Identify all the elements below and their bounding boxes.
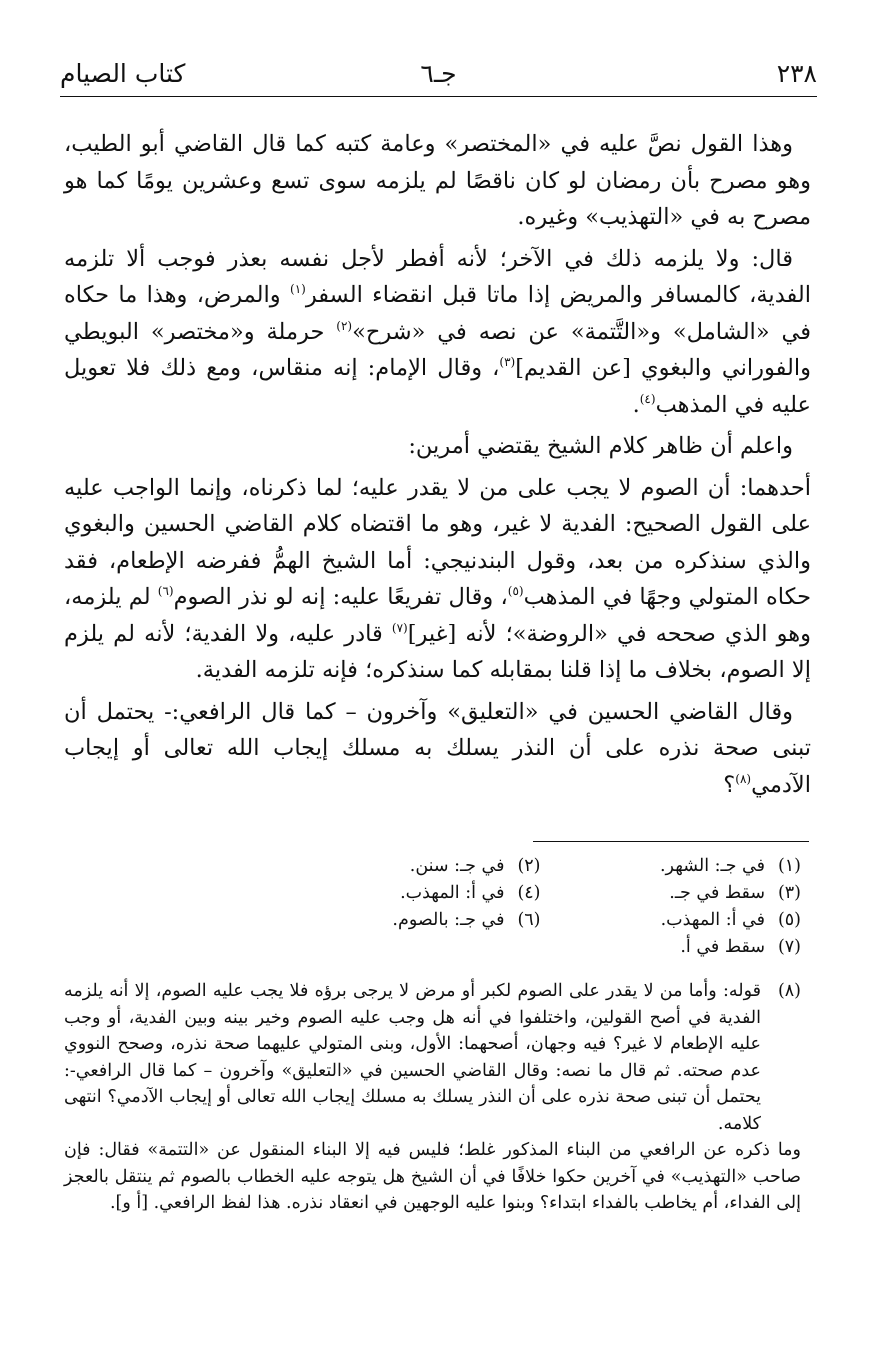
chapter-title: كتاب الصيام: [60, 59, 186, 88]
text-run: ، وقال تفريعًا عليه: إنه لو نذر الصوم: [173, 584, 508, 610]
footnote-8: [64, 978, 801, 1217]
paragraph-1: وهذا القول نصَّ عليه في «المختصر» وعامة كتبه كما قال القاضي أبو الطيب، وهو مصرح بأن رمضان لو كان ناقصًا لم يلزمه سوى تسع وعشرين يومًا كما هو مصرح به في «التهذيب» وغيره.: [64, 131, 811, 230]
footnote-text: قوله: وأما من لا يقدر على الصوم لكبر أو مرض لا يرجى برؤه فلا يجب عليه الصوم، إلا أنه يلزمه الفدية في أصح القولين، واختلفوا في أنه هل وجب عليه الصوم وخير بينه وبين الفدية، أو وجب عليه الإطعام لا غير؟ فيه وجهان، أصحهما: الأول، وبنى المتولي عليهما صحة نذره، وصحح النووي عدم صحته. ثم قال ما نصه: وقال القاضي الحسين في «التعليق» وآخرون – كما قال الرافعي-: يحتمل أن تبنى صحة نذره على أن النذر يسلك به مسلك إيجاب الله تعالى أو إيجاب الآدمي؟ انتهى كلامه.: [64, 981, 761, 1134]
footnote-ref-1: (١): [290, 282, 306, 296]
text-run: ؟: [723, 771, 736, 798]
text-run: ، وقال الإمام: إنه منقاس، ومع ذلك فلا تعويل عليه في المذهب: [64, 355, 811, 418]
footnote-ref-7: (٧): [391, 620, 408, 635]
footnote-ref-4: (٤): [639, 391, 656, 406]
footnote-ref-3: (٣): [499, 355, 516, 369]
footnote-number: (٥): [777, 910, 801, 930]
footnote-number: (٢): [517, 856, 541, 876]
page-header: [60, 56, 817, 97]
footnote-row: [280, 880, 801, 907]
footnote-text: في جـ: الشهر.: [659, 856, 765, 876]
footnote-separator: [533, 841, 809, 842]
footnote-3: [541, 880, 802, 907]
footnote-number: (٤): [517, 883, 541, 903]
footnote-7: [541, 934, 802, 961]
footnote-ref-5: (٥): [507, 584, 524, 598]
footnote-text: في جـ: بالصوم.: [392, 910, 505, 930]
paragraph-4: [64, 470, 811, 689]
footnote-number: (٨): [777, 981, 801, 1001]
footnote-number: (٣): [777, 883, 801, 903]
footnote-text: سقط في جـ.: [669, 883, 765, 903]
main-text: [64, 126, 811, 808]
paragraph-5: [64, 694, 811, 804]
footnote-row: [280, 853, 801, 880]
text-run: والمرض، وهذا ما حكاه في «الشامل» و«التَّتمة» عن نصه في «شرح»: [64, 282, 811, 345]
footnote-4: [280, 880, 541, 907]
footnote-6: [280, 907, 541, 934]
footnote-5: [541, 907, 802, 934]
footnote-row: [280, 907, 801, 934]
footnote-ref-2: (٢): [336, 318, 353, 333]
footnote-text: في أ: المهذب.: [660, 910, 765, 930]
text-run: أحدهما: أن الصوم لا يجب على من لا يقدر عليه؛ لما ذكرناه، وإنما الواجب عليه على القول الصحيح: الفدية لا غير، وهو ما اقتضاه كلام القاضي الحسين والبغوي والذي سنذكره من بعد، وقول البندنيجي: أما الشيخ الهمُّ ففرضه الإطعام، فقد حكاه المتولي وجهًا في المذهب: [64, 474, 811, 610]
footnote-text: في جـ: سنن.: [409, 856, 505, 876]
text-run: قال: ولا يلزمه ذلك في الآخر؛ لأنه أفطر لأجل نفسه بعذر فوجب ألا تلزمه الفدية، كالمسافر والمريض إذا ماتا قبل انقضاء السفر: [64, 245, 811, 308]
footnote-2: [280, 853, 541, 880]
footnote-row: [280, 934, 801, 961]
text-run: وقال القاضي الحسين في «التعليق» وآخرون – كما قال الرافعي:- يحتمل أن تبنى صحة نذره على أن النذر يسلك به مسلك إيجاب الله تعالى أو إيجاب الآدمي: [64, 698, 811, 798]
page-number: ٢٣٨: [776, 59, 817, 88]
footnote-8-para-1: [64, 978, 801, 1137]
footnote-text: سقط في أ.: [680, 937, 765, 957]
footnote-ref-6: (٦): [157, 584, 174, 598]
footnote-number: (٧): [777, 937, 801, 957]
footnote-number: (٦): [517, 910, 541, 930]
text-run: .: [632, 391, 640, 418]
footnote-1: [541, 853, 802, 880]
footnote-empty: [280, 934, 541, 961]
volume-label: جـ٦: [420, 59, 457, 88]
footnote-8-para-2: وما ذكره عن الرافعي من البناء المذكور غلط؛ فليس فيه إلا البناء المنقول عن «التتمة» فقال: فإن صاحب «التهذيب» في آخرين حكوا خلافًا في أن الشيخ هل يتوجه عليه الخطاب بالصوم ثم ينتقل بالعجز إلى الفداء، أم يخاطب بالفداء ابتداء؟ وبنوا عليه الوجهين في انعقاد نذره. هذا لفظ الرافعي. [أ و].: [64, 1140, 801, 1213]
text-run: لم يلزمه، وهو الذي صححه في «الروضة»؛ لأنه [غير]: [64, 584, 811, 647]
footnote-number: (١): [777, 856, 801, 876]
paragraph-3: واعلم أن ظاهر كلام الشيخ يقتضي أمرين:: [408, 433, 793, 459]
footnotes-grid: [280, 853, 801, 961]
footnote-text: في أ: المهذب.: [400, 883, 505, 903]
paragraph-2: [64, 241, 811, 424]
footnote-ref-8: (٨): [735, 771, 752, 786]
text-run: قادر عليه، ولا الفدية؛ لأنه لم يلزم إلا الصوم، بخلاف ما إذا قلنا بمقابله كما سنذكره؛ فإنه تلزمه الفدية.: [64, 620, 811, 683]
text-run: حرملة و«مختصر» البويطي والفوراني والبغوي [عن القديم]: [64, 318, 811, 381]
